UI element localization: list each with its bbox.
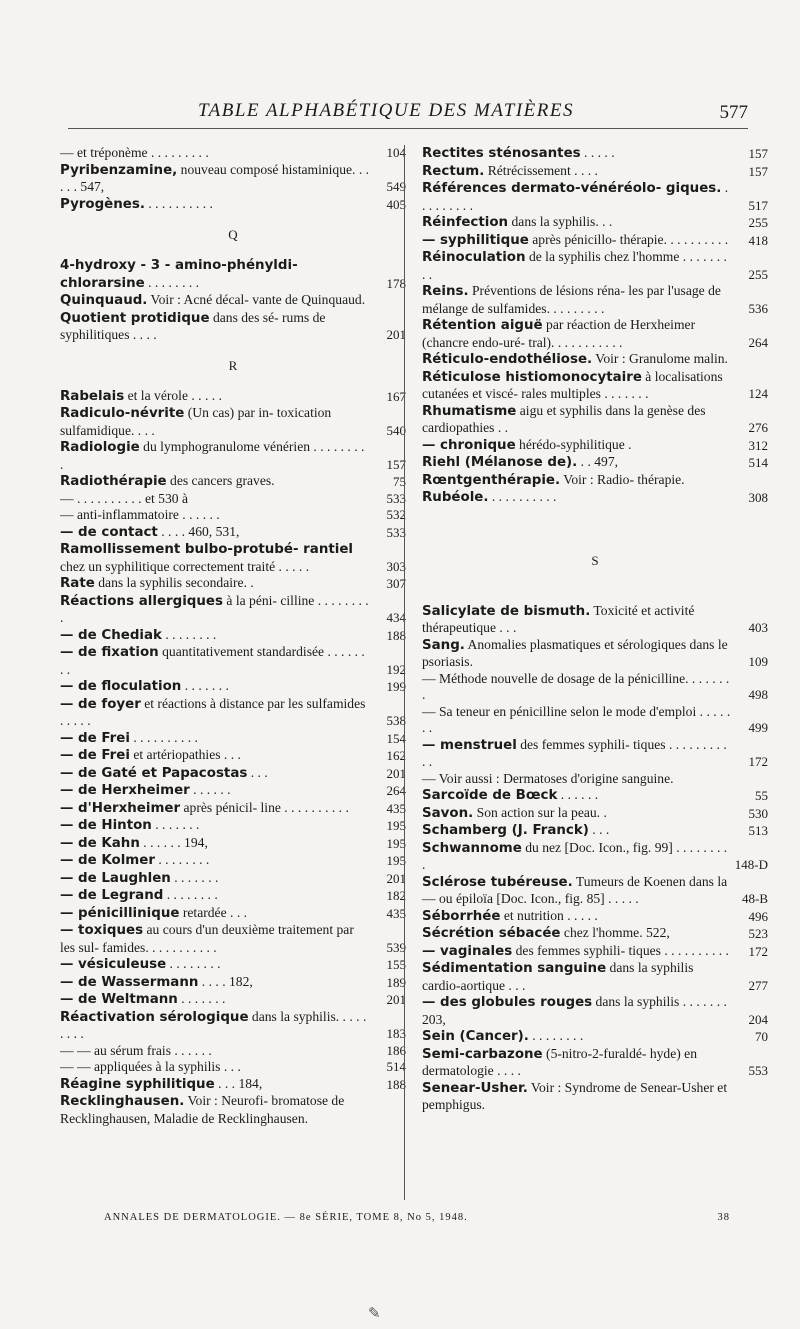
entry-page-ref: 277 bbox=[748, 977, 768, 993]
entry-text: — — appliquées à la syphilis . . . bbox=[60, 1059, 241, 1074]
index-entry bbox=[422, 737, 768, 771]
entry-text: des femmes syphili- tiques . . . . . . . . . . bbox=[512, 942, 729, 958]
entry-text: Rétrécissement . . . . bbox=[484, 162, 598, 178]
entry-heading: Rabelais bbox=[60, 388, 125, 404]
index-entry bbox=[60, 887, 406, 905]
index-entry bbox=[60, 162, 406, 196]
header-title: TABLE ALPHABÉTIQUE DES MATIÈRES bbox=[198, 100, 574, 121]
entry-heading: Rectum. bbox=[422, 163, 485, 179]
entry-page-ref: 75 bbox=[393, 474, 406, 489]
entry-page-ref: 188 bbox=[386, 1076, 406, 1092]
entry-heading: Sécrétion sébacée bbox=[422, 926, 561, 941]
index-entry bbox=[60, 800, 406, 818]
index-entry bbox=[60, 1043, 406, 1060]
entry-page-ref: 312 bbox=[748, 437, 768, 453]
entry-page-ref: 303 bbox=[386, 558, 406, 574]
entry-heading: Quinquaud. bbox=[60, 293, 148, 308]
entry-page-ref: 148-D bbox=[734, 857, 768, 872]
entry-heading: — de Frei bbox=[60, 748, 130, 763]
index-entry bbox=[60, 922, 406, 956]
entry-heading: — de Weltmann bbox=[60, 992, 178, 1007]
entry-heading: Rectites sténosantes bbox=[422, 146, 581, 161]
entry-text: . . . . . . 194, bbox=[139, 834, 208, 850]
entry-heading: Rubéole. bbox=[422, 490, 489, 505]
entry-page-ref: 499 bbox=[748, 720, 768, 735]
entry-page-ref: 124 bbox=[748, 386, 768, 401]
column-divider bbox=[404, 145, 405, 1200]
entry-text: . . . 184, bbox=[214, 1075, 263, 1091]
entry-heading: Réactivation sérologique bbox=[60, 1009, 249, 1025]
entry-text: Son action sur la peau. . bbox=[473, 804, 607, 820]
entry-page-ref: 514 bbox=[386, 1059, 406, 1074]
entry-page-ref: 435 bbox=[386, 800, 406, 816]
entry-page-ref: 517 bbox=[748, 197, 768, 213]
left-column bbox=[60, 145, 406, 1127]
index-entry bbox=[60, 765, 406, 783]
index-entry bbox=[60, 405, 406, 439]
entry-heading: Réinoculation bbox=[422, 250, 526, 265]
entry-page-ref: 195 bbox=[386, 853, 406, 868]
entry-heading: Pyribenzamine, bbox=[60, 162, 178, 178]
entry-text: . . . . . . . . . . bbox=[144, 195, 213, 211]
entry-page-ref: 162 bbox=[386, 748, 406, 763]
index-entry bbox=[60, 852, 406, 870]
entry-text: — et tréponème . . . . . . . . . bbox=[60, 145, 209, 160]
index-entry bbox=[422, 232, 768, 250]
entry-heading: 4-hydroxy - 3 - amino-phényldi- chlorarsine bbox=[60, 258, 298, 291]
entry-heading: — de Herxheimer bbox=[60, 783, 190, 798]
entry-text: . . . . . . . . bbox=[528, 1028, 584, 1043]
entry-text: et la vérole . . . . . bbox=[124, 387, 222, 403]
entry-page-ref: 532 bbox=[386, 507, 406, 522]
entry-heading: Pyrogènes. bbox=[60, 196, 145, 212]
entry-text: dans la syphilis. . . bbox=[508, 214, 613, 229]
entry-text: — Voir aussi : Dermatoses d'origine sanguine. bbox=[422, 770, 674, 786]
index-entry bbox=[60, 491, 406, 508]
entry-heading: Recklinghausen. bbox=[60, 1094, 185, 1109]
index-entry bbox=[60, 974, 406, 992]
index-entry bbox=[60, 696, 406, 730]
index-entry bbox=[422, 771, 768, 788]
index-entry bbox=[60, 507, 406, 524]
index-entry bbox=[422, 943, 768, 961]
entry-text: . . 497, bbox=[577, 454, 619, 469]
entry-page-ref: 276 bbox=[748, 420, 768, 435]
entry-text: nouveau composé histaminique. . . . . . 547, bbox=[60, 161, 370, 194]
entry-page-ref: 540 bbox=[386, 422, 406, 438]
entry-heading: Réticulose histiomonocytaire bbox=[422, 369, 642, 385]
entry-text: à la péni- cilline . . . . . . . . . bbox=[60, 592, 369, 625]
index-entry bbox=[60, 473, 406, 491]
entry-heading: Sein (Cancer). bbox=[422, 1029, 529, 1044]
index-entry bbox=[60, 870, 406, 888]
entry-heading: Rétention aiguë bbox=[422, 318, 543, 333]
entry-text: — — au sérum frais . . . . . . bbox=[60, 1042, 212, 1058]
entry-page-ref: 154 bbox=[386, 730, 406, 746]
index-entry bbox=[60, 956, 406, 974]
entry-page-ref: 405 bbox=[386, 196, 406, 212]
entry-heading: — vaginales bbox=[422, 943, 513, 959]
entry-text: . . . . 182, bbox=[198, 973, 253, 989]
entry-text: . . . . . . . bbox=[151, 817, 200, 832]
entry-heading: Radiculo-névrite bbox=[60, 406, 185, 421]
index-entry bbox=[422, 472, 768, 490]
index-entry bbox=[422, 1028, 768, 1046]
entry-heading: — de Wassermann bbox=[60, 974, 199, 990]
entry-heading: Rate bbox=[60, 576, 95, 591]
entry-text: dans des sé- rums de syphilitiques . . . . bbox=[60, 309, 326, 342]
entry-text: chez un syphilitique correctement traité . . . . . bbox=[60, 558, 310, 574]
entry-text: Voir : Syndrome de Senear-Usher et pemphigus. bbox=[422, 1079, 728, 1112]
entry-heading: — vésiculeuse bbox=[60, 957, 167, 972]
entry-page-ref: 403 bbox=[748, 620, 768, 635]
entry-page-ref: 199 bbox=[386, 679, 406, 694]
entry-page-ref: 104 bbox=[386, 145, 406, 160]
entry-heading: Semi-carbazone bbox=[422, 1046, 543, 1062]
entry-page-ref: 533 bbox=[386, 524, 406, 540]
index-entry bbox=[60, 196, 406, 214]
entry-page-ref: 308 bbox=[748, 490, 768, 505]
entry-heading: Schamberg (J. Franck) bbox=[422, 823, 589, 838]
entry-heading: Réticulo-endothéliose. bbox=[422, 352, 593, 367]
entry-heading: — de Kolmer bbox=[60, 853, 155, 868]
entry-heading: — pénicillinique bbox=[60, 905, 180, 921]
index-entry bbox=[60, 730, 406, 748]
entry-page-ref: 195 bbox=[386, 818, 406, 833]
entry-text: . . . . . . . bbox=[177, 991, 226, 1006]
entry-heading: — de foyer bbox=[60, 696, 141, 712]
entry-heading: — de Laughlen bbox=[60, 870, 171, 886]
index-entry bbox=[422, 1046, 768, 1080]
index-entry bbox=[60, 747, 406, 765]
entry-text: . . . . 460, 531, bbox=[157, 523, 240, 539]
entry-text: — Sa teneur en pénicilline selon le mode d'emploi . . . . . . . bbox=[422, 703, 731, 735]
entry-text: . . . . . bbox=[580, 145, 615, 160]
entry-text: . . . . . . . . bbox=[166, 956, 221, 971]
pencil-mark-icon: ✎ bbox=[368, 1306, 381, 1322]
entry-heading: Reins. bbox=[422, 284, 469, 299]
entry-text: — . . . . . . . . . . et 530 à bbox=[60, 490, 188, 506]
index-entry bbox=[60, 817, 406, 835]
entry-heading: — chronique bbox=[422, 437, 516, 453]
entry-page-ref: 538 bbox=[386, 713, 406, 728]
entry-page-ref: 513 bbox=[748, 823, 768, 838]
entry-text: et nutrition . . . . . bbox=[500, 907, 598, 923]
entry-text: . . . . . . . . . bbox=[422, 180, 729, 213]
entry-text: dans la syphilis cardio-aortique . . . bbox=[422, 960, 694, 993]
index-entry bbox=[422, 671, 768, 704]
entry-page-ref: 201 bbox=[386, 765, 406, 781]
entry-page-ref: 201 bbox=[386, 327, 406, 342]
entry-heading: Sclérose tubéreuse. bbox=[422, 874, 573, 890]
entry-page-ref: 498 bbox=[748, 687, 768, 702]
index-entry bbox=[422, 437, 768, 455]
entry-heading: — de Legrand bbox=[60, 888, 164, 903]
entry-page-ref: 264 bbox=[386, 783, 406, 798]
entry-page-ref: 189 bbox=[386, 974, 406, 990]
index-entry bbox=[60, 292, 406, 310]
entry-text: Toxicité et activité thérapeutique . . . bbox=[422, 602, 695, 635]
entry-heading: Senear-Usher. bbox=[422, 1080, 528, 1096]
entry-page-ref: 157 bbox=[386, 456, 406, 472]
entry-page-ref: 182 bbox=[386, 888, 406, 903]
index-entry bbox=[422, 317, 768, 351]
entry-page-ref: 264 bbox=[748, 334, 768, 350]
entry-text: de la syphilis chez l'homme . . . . . . . . . bbox=[422, 249, 727, 282]
entry-text: (Un cas) par in- toxication sulfamidique. . . . bbox=[60, 405, 332, 438]
section-letter: S bbox=[591, 552, 599, 568]
entry-page-ref: 553 bbox=[748, 1063, 768, 1078]
entry-page-ref: 201 bbox=[386, 870, 406, 886]
entry-heading: Schwannome bbox=[422, 840, 522, 856]
index-entry bbox=[422, 180, 768, 214]
entry-page-ref: 157 bbox=[748, 146, 768, 161]
entry-page-ref: 70 bbox=[755, 1029, 768, 1044]
entry-text: . . . . . . . . . . bbox=[488, 489, 557, 504]
entry-page-ref: 418 bbox=[748, 232, 768, 248]
entry-text: Tumeurs de Koenen dans la — ou épiloïa [Doc. Icon., fig. 85] . . . . . bbox=[422, 873, 728, 906]
entry-text: des cancers graves. bbox=[166, 473, 275, 488]
entry-heading: Séborrhée bbox=[422, 908, 501, 924]
index-entry bbox=[60, 1093, 406, 1127]
entry-heading: — de fixation bbox=[60, 645, 159, 660]
entry-text: . . . . . . . . bbox=[144, 274, 200, 290]
index-entry bbox=[60, 835, 406, 853]
entry-heading: Savon. bbox=[422, 805, 474, 821]
entry-page-ref: 496 bbox=[748, 908, 768, 924]
entry-page-ref: 255 bbox=[748, 266, 768, 282]
entry-page-ref: 523 bbox=[748, 926, 768, 941]
entry-text: hérédo-syphilitique . bbox=[515, 436, 632, 452]
entry-text: — Méthode nouvelle de dosage de la pénicilline. . . . . . . . bbox=[422, 670, 730, 702]
index-entry bbox=[422, 145, 768, 163]
entry-page-ref: 183 bbox=[386, 1026, 406, 1041]
entry-page-ref: 530 bbox=[748, 805, 768, 821]
index-entry bbox=[422, 163, 768, 181]
entry-text: . . . . . . . bbox=[181, 678, 229, 693]
index-entry bbox=[422, 283, 768, 317]
index-entry bbox=[422, 874, 768, 908]
entry-heading: Sang. bbox=[422, 637, 465, 653]
entry-heading: — de contact bbox=[60, 524, 158, 540]
index-entry bbox=[60, 1059, 406, 1076]
entry-text: quantitativement standardisée . . . . . . . . bbox=[60, 644, 365, 677]
entry-heading: — toxiques bbox=[60, 923, 144, 938]
entry-page-ref: 155 bbox=[386, 957, 406, 972]
index-entry bbox=[422, 840, 768, 874]
entry-page-ref: 539 bbox=[386, 939, 406, 955]
index-entry bbox=[422, 369, 768, 403]
entry-heading: Rhumatisme bbox=[422, 403, 517, 419]
entry-text: du nez [Doc. Icon., fig. 99] . . . . . . . . . bbox=[422, 839, 728, 872]
entry-heading: — menstruel bbox=[422, 737, 517, 753]
index-entry bbox=[422, 925, 768, 943]
entry-text: — anti-inflammatoire . . . . . . bbox=[60, 507, 220, 522]
index-entry bbox=[422, 351, 768, 369]
entry-page-ref: 48-B bbox=[742, 891, 768, 906]
index-entry bbox=[60, 310, 406, 344]
section-letter: Q bbox=[228, 227, 238, 242]
entry-page-ref: 186 bbox=[386, 1042, 406, 1058]
entry-page-ref: 172 bbox=[748, 943, 768, 959]
index-entry bbox=[422, 960, 768, 994]
index-entry bbox=[60, 541, 406, 575]
entry-heading: Riehl (Mélanose de). bbox=[422, 455, 578, 470]
entry-page-ref: 188 bbox=[386, 627, 406, 643]
index-entry bbox=[60, 1009, 406, 1043]
header-rule bbox=[68, 128, 748, 129]
entry-heading: Réactions allergiques bbox=[60, 593, 223, 609]
entry-text: Voir : Granulome malin. bbox=[592, 351, 728, 366]
entry-text: . . . . . . bbox=[557, 787, 599, 802]
page-number: 577 bbox=[719, 102, 748, 123]
entry-text: dans la syphilis. . . . . . . . . bbox=[60, 1008, 367, 1041]
entry-heading: — d'Herxheimer bbox=[60, 800, 181, 816]
index-entry bbox=[422, 994, 768, 1028]
entry-heading: Rœntgenthérapie. bbox=[422, 472, 561, 488]
entry-page-ref: 435 bbox=[386, 905, 406, 921]
entry-text: retardée . . . bbox=[179, 904, 248, 920]
index-entry bbox=[422, 603, 768, 637]
index-entry bbox=[422, 704, 768, 737]
index-entry bbox=[60, 627, 406, 645]
entry-text: . . . . . . . . bbox=[154, 852, 210, 867]
entry-page-ref: 201 bbox=[386, 992, 406, 1007]
entry-text: Voir : Neurofi- bromatose de Recklinghausen, Maladie de Recklinghausen. bbox=[60, 1093, 345, 1126]
entry-page-ref: 514 bbox=[748, 455, 768, 470]
entry-text: dans la syphilis secondaire. . bbox=[94, 575, 254, 590]
entry-text: après pénicillo- thérapie. . . . . . . . . . bbox=[528, 231, 729, 247]
entry-text: aigu et syphilis dans la genèse des cardiopathies . . bbox=[422, 402, 706, 435]
running-header bbox=[68, 100, 748, 128]
entry-text: et réactions à distance par les sulfamides . . . . . bbox=[60, 695, 366, 728]
entry-text: . . . . . . bbox=[189, 782, 231, 797]
entry-heading: — de Frei bbox=[60, 730, 130, 746]
index-entry bbox=[60, 257, 406, 292]
index-entry bbox=[422, 787, 768, 805]
index-entry bbox=[60, 782, 406, 800]
entry-heading: Réinfection bbox=[422, 215, 509, 230]
entry-heading: — de floculation bbox=[60, 679, 182, 694]
index-entry bbox=[60, 678, 406, 696]
index-entry bbox=[60, 575, 406, 593]
index-entry bbox=[422, 403, 768, 437]
entry-page-ref: 55 bbox=[755, 788, 768, 803]
entry-text: du lymphogranulome vénérien . . . . . . . . . bbox=[60, 439, 365, 472]
index-entry bbox=[60, 593, 406, 627]
footer bbox=[104, 1212, 730, 1223]
index-entry bbox=[422, 637, 768, 671]
entry-heading: Sarcoïde de Bœck bbox=[422, 788, 558, 803]
index-entry bbox=[60, 644, 406, 678]
entry-text: Préventions de lésions réna- les par l'usage de mélange de sulfamides. . . . . . . . . bbox=[422, 283, 721, 316]
index-entry bbox=[422, 805, 768, 823]
entry-text: dans la syphilis . . . . . . . 203, bbox=[422, 994, 727, 1027]
index-entry bbox=[422, 454, 768, 472]
index-entry bbox=[422, 249, 768, 283]
entry-page-ref: 255 bbox=[748, 215, 768, 230]
index-entry bbox=[60, 439, 406, 473]
entry-text: . . . . . . . bbox=[170, 869, 219, 885]
entry-heading: — syphilitique bbox=[422, 232, 529, 248]
entry-heading: Références dermato-vénéréolo- giques. bbox=[422, 181, 722, 196]
index-entry bbox=[422, 1080, 768, 1114]
entry-heading: — de Kahn bbox=[60, 835, 140, 851]
footer-journal: ANNALES DE DERMATOLOGIE. — 8e SÉRIE, TOME 8, No 5, 1948. bbox=[104, 1212, 468, 1223]
entry-text: . . . bbox=[588, 822, 610, 837]
entry-page-ref: 157 bbox=[748, 163, 768, 179]
section-letter: R bbox=[228, 357, 238, 373]
entry-page-ref: 307 bbox=[386, 576, 406, 591]
entry-text: . . . . . . . . bbox=[163, 887, 218, 902]
index-entry bbox=[422, 822, 768, 840]
entry-heading: Réagine syphilitique bbox=[60, 1076, 215, 1092]
index-entry bbox=[60, 905, 406, 923]
entry-heading: — de Gaté et Papacostas bbox=[60, 765, 248, 781]
index-entry bbox=[60, 991, 406, 1009]
entry-text: au cours d'un deuxième traitement par les sul- famides. . . . . . . . . . . bbox=[60, 922, 354, 955]
entry-text: à localisations cutanées et viscé- rales multiples . . . . . . . bbox=[422, 368, 723, 401]
entry-text: (5-nitro-2-furaldé- hyde) en dermatologie . . . . bbox=[422, 1045, 698, 1078]
entry-page-ref: 195 bbox=[386, 835, 406, 851]
entry-heading: — de Hinton bbox=[60, 818, 152, 833]
entry-page-ref: 109 bbox=[748, 654, 768, 669]
entry-text: Voir : Acné décal- vante de Quinquaud. bbox=[147, 292, 366, 307]
index-entry bbox=[422, 908, 768, 926]
entry-page-ref: 434 bbox=[386, 610, 406, 625]
entry-text: Voir : Radio- thérapie. bbox=[560, 471, 685, 487]
entry-text: des femmes syphili- tiques . . . . . . . . . . . bbox=[422, 736, 727, 769]
right-column bbox=[422, 145, 768, 1114]
footer-signature: 38 bbox=[717, 1212, 730, 1223]
entry-page-ref: 172 bbox=[748, 754, 768, 769]
entry-heading: — des globules rouges bbox=[422, 995, 593, 1010]
entry-page-ref: 178 bbox=[386, 275, 406, 291]
entry-heading: Sédimentation sanguine bbox=[422, 961, 607, 976]
entry-heading: Ramollissement bulbo-protubé- rantiel bbox=[60, 542, 354, 557]
entry-text: chez l'homme. 522, bbox=[560, 925, 670, 940]
entry-text: . . . . . . . . bbox=[161, 626, 217, 642]
entry-heading: — de Chediak bbox=[60, 627, 162, 643]
entry-page-ref: 167 bbox=[386, 388, 406, 404]
entry-text: . . . . . . . . . . bbox=[129, 729, 198, 745]
entry-page-ref: 192 bbox=[386, 661, 406, 677]
index-entry bbox=[60, 1076, 406, 1094]
entry-page-ref: 536 bbox=[748, 300, 768, 316]
index-entry bbox=[60, 388, 406, 406]
entry-page-ref: 204 bbox=[748, 1011, 768, 1027]
entry-text: après pénicil- line . . . . . . . . . . bbox=[180, 799, 349, 815]
entry-heading: Salicylate de bismuth. bbox=[422, 603, 591, 619]
entry-page-ref: 549 bbox=[386, 179, 406, 194]
entry-heading: Quotient protidique bbox=[60, 310, 210, 326]
entry-heading: Radiologie bbox=[60, 440, 140, 455]
index-entry bbox=[60, 524, 406, 542]
entry-text: Anomalies plasmatiques et sérologiques dans le psoriasis. bbox=[422, 636, 728, 669]
entry-text: et artériopathies . . . bbox=[129, 747, 241, 762]
index-entry bbox=[422, 214, 768, 232]
entry-text: par réaction de Herxheimer (chancre endo-uré- tral). . . . . . . . . . . bbox=[422, 317, 696, 350]
entry-heading: Radiothérapie bbox=[60, 474, 167, 489]
entry-text: . . . bbox=[247, 764, 268, 780]
entry-page-ref: 533 bbox=[386, 490, 406, 506]
index-entry bbox=[60, 145, 406, 162]
index-entry bbox=[422, 489, 768, 507]
